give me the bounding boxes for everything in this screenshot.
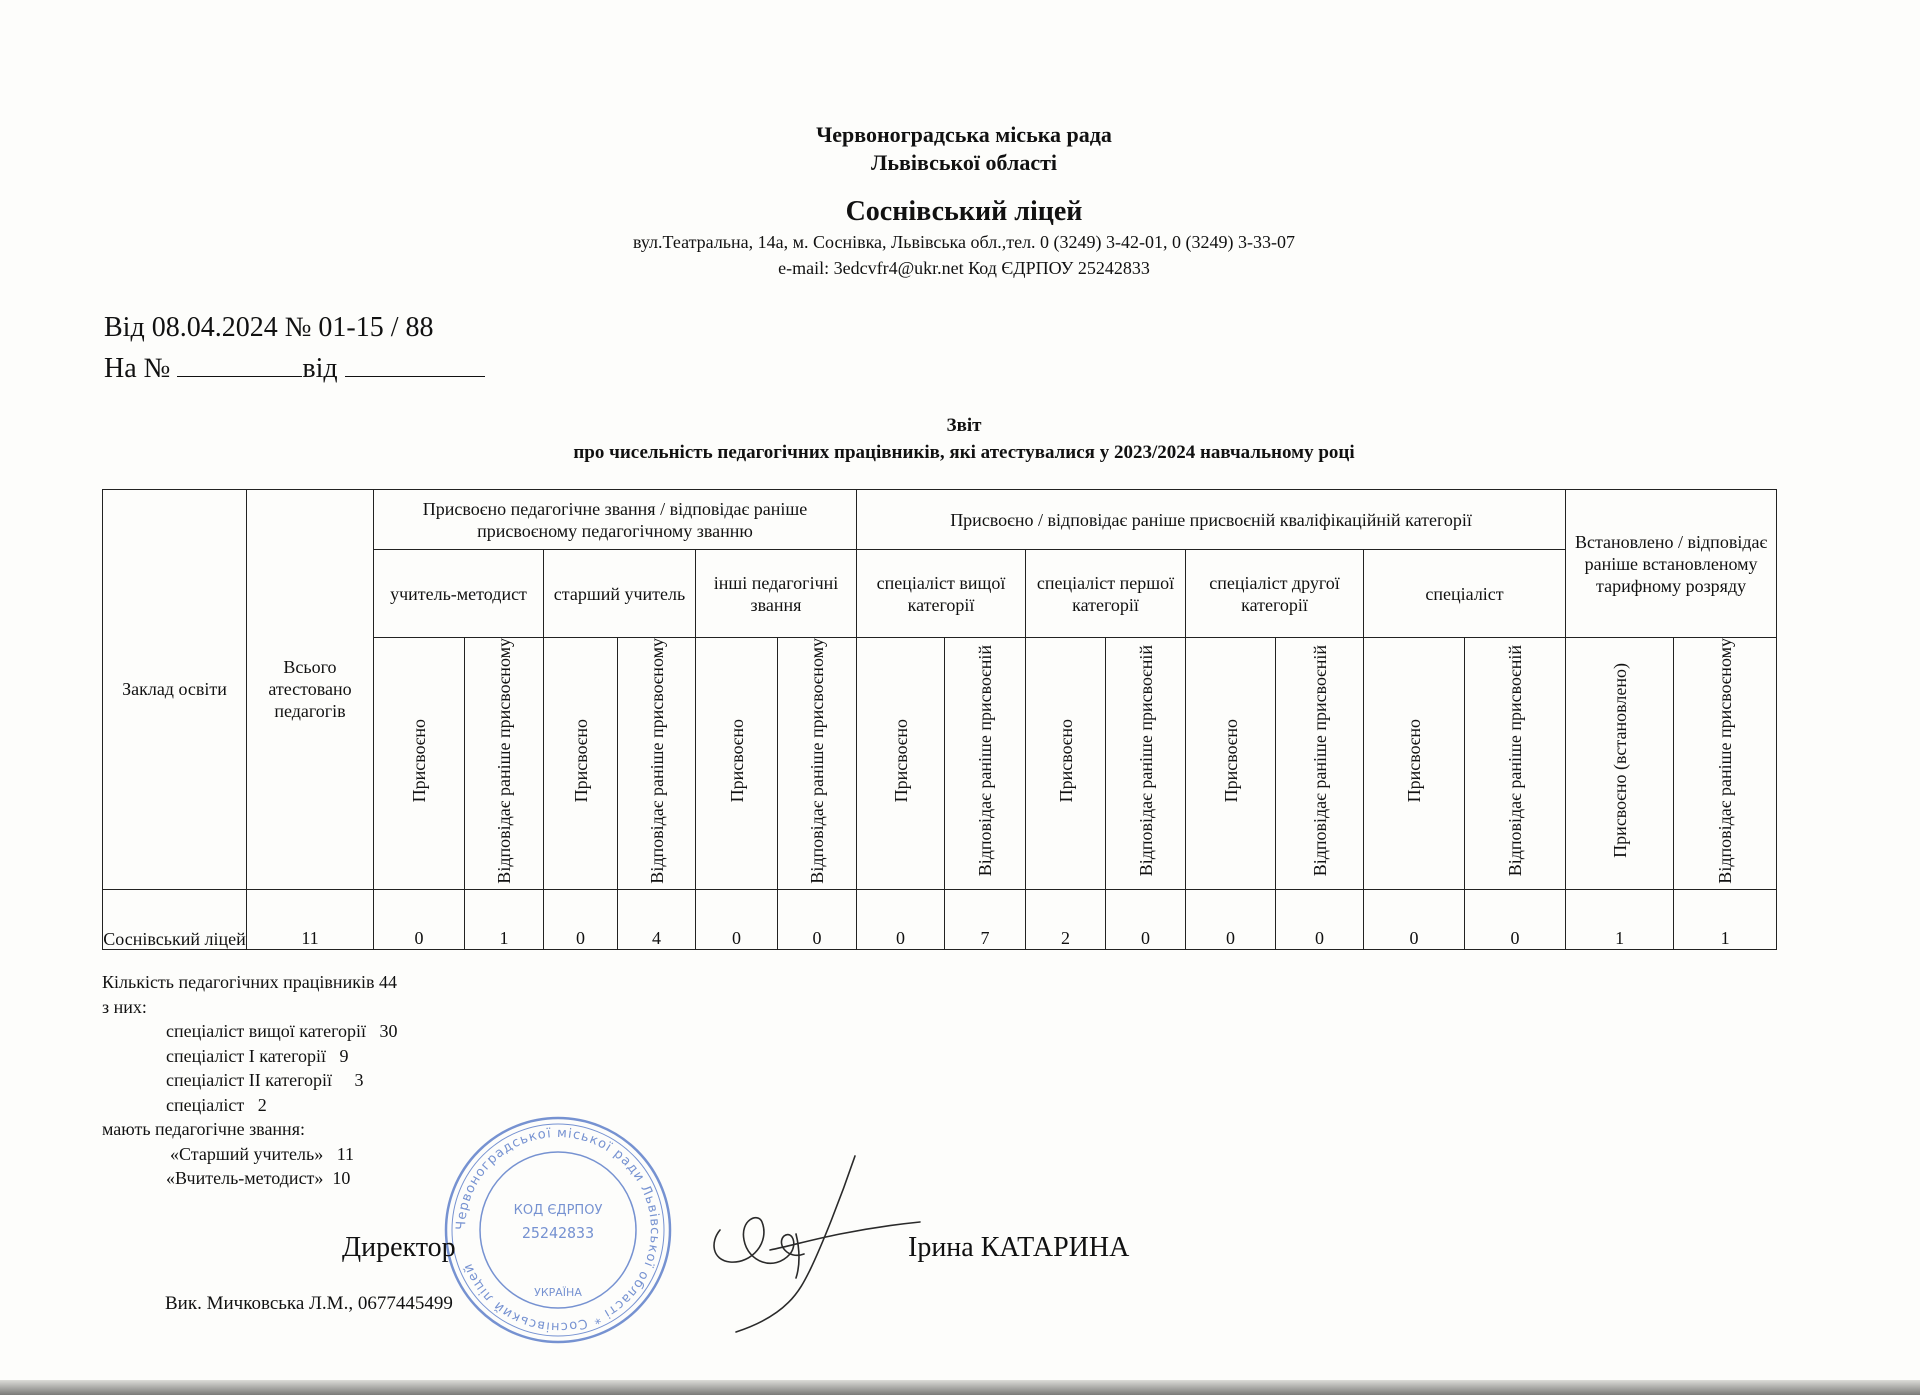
incoming-prefix: На № (104, 353, 171, 384)
h-assigned: Присвоєно (1026, 638, 1106, 890)
council-line-2: Львівської області (870, 150, 1058, 175)
school-address: вул.Театральна, 14а, м. Соснівка, Львівська обл.,тел. 0 (3249) 3-42-01, 0 (3249) 3-33-07 (632, 232, 1296, 252)
cell-value: 11 (247, 889, 374, 949)
h-assigned: Присвоєно (696, 638, 778, 890)
h-tariff-assigned: Присвоєно (встановлено) (1566, 638, 1674, 890)
stamp-ring-text: Червоноградської міської ради Львівської області * Соснівський ліцей (453, 1125, 663, 1335)
summary-methodist: «Вчитель-методист» 10 (166, 1168, 351, 1188)
cell-value: 0 (857, 889, 945, 949)
h-assigned: Присвоєно (544, 638, 618, 890)
cell-value: 1 (1674, 889, 1777, 949)
row-institution: Соснівський ліцей (103, 889, 247, 949)
h-assigned: Присвоєно (1364, 638, 1465, 890)
cell-value: 0 (1106, 889, 1186, 949)
summary-total: Кількість педагогічних працівників 44 (102, 972, 397, 992)
sub-header-senior-teacher: старший учитель (544, 550, 696, 638)
council-line-1: Червоноградська міська рада (816, 122, 1112, 147)
h-assigned: Присвоєно (374, 638, 465, 890)
cell-value: 4 (618, 889, 696, 949)
cell-value: 0 (1364, 889, 1465, 949)
summary-have-rank: мають педагогічне звання: (102, 1119, 305, 1139)
staff-summary (102, 970, 398, 1191)
cell-value: 0 (544, 889, 618, 949)
incoming-reference (104, 346, 485, 389)
official-stamp (438, 1110, 678, 1350)
director-title: Директор (342, 1232, 456, 1263)
summary-first-category: спеціаліст І категорії 9 (166, 1045, 349, 1066)
cell-value: 1 (465, 889, 544, 949)
report-title-block (0, 412, 1920, 466)
letterhead-contacts (0, 229, 1920, 281)
cell-value: 0 (1186, 889, 1276, 949)
group-rank-header: Присвоєно педагогічне звання / відповідає раніше присвоєному педагогічному званню (374, 490, 857, 550)
h-matches: Відповідає раніше присвоєній (1276, 638, 1364, 890)
col-total-header: Всього атестовано педагогів (247, 490, 374, 890)
report-subtitle: про чисельність педагогічних працівників, які атестувалися у 2023/2024 навчальному році (573, 442, 1355, 463)
cell-value: 0 (696, 889, 778, 949)
cell-value: 2 (1026, 889, 1106, 949)
h-matches: Відповідає раніше присвоєній (945, 638, 1026, 890)
incoming-date-blank (345, 346, 485, 377)
director-name: Ірина КАТАРИНА (908, 1232, 1130, 1263)
h-matches: Відповідає раніше присвоєній (1106, 638, 1186, 890)
group-tariff-header: Встановлено / відповідає раніше встановленому тарифному розряду (1566, 490, 1777, 638)
h-matches: Відповідає раніше присвоєному (465, 638, 544, 890)
sub-header-specialist: спеціаліст (1364, 550, 1566, 638)
incoming-number-blank (177, 346, 302, 377)
h-matches: Відповідає раніше присвоєному (618, 638, 696, 890)
summary-specialist: спеціаліст 2 (166, 1094, 267, 1115)
cell-value: 0 (1276, 889, 1364, 949)
sub-header-first-category: спеціаліст першої категорії (1026, 550, 1186, 638)
summary-higher-category: спеціаліст вищої категорії 30 (166, 1021, 398, 1041)
h-matches: Відповідає раніше присвоєному (1674, 638, 1777, 890)
col-institution-header: Заклад освіти (103, 490, 247, 890)
cell-value: 1 (1566, 889, 1674, 949)
school-email-code: e-mail: 3edcvfr4@ukr.net Код ЄДРПОУ 25242833 (778, 258, 1150, 278)
cell-value: 0 (374, 889, 465, 949)
sub-header-higher-category: спеціаліст вищої категорії (857, 550, 1026, 638)
report-table (102, 489, 1777, 950)
sub-header-other-ranks: інші педагогічні звання (696, 550, 857, 638)
sub-header-second-category: спеціаліст другої категорії (1186, 550, 1364, 638)
cell-value: 0 (778, 889, 857, 949)
summary-senior-teacher: «Старший учитель» 11 (170, 1143, 355, 1164)
stamp-country: УКРАЇНА (534, 1286, 582, 1299)
executor-line: Вик. Мичковська Л.М., 0677445499 (165, 1293, 453, 1314)
report-title: Звіт (946, 415, 982, 436)
h-assigned: Присвоєно (857, 638, 945, 890)
incoming-mid: від (302, 353, 338, 384)
cell-value: 7 (945, 889, 1026, 949)
h-matches: Відповідає раніше присвоєній (1465, 638, 1566, 890)
sub-header-methodist: учитель-методист (374, 550, 544, 638)
summary-second-category: спеціаліст ІІ категорії 3 (166, 1070, 364, 1090)
outgoing-reference: Від 08.04.2024 № 01-15 / 88 (104, 312, 434, 343)
h-assigned: Присвоєно (1186, 638, 1276, 890)
group-category-header: Присвоєно / відповідає раніше присвоєній кваліфікаційній категорії (857, 490, 1566, 550)
cell-value: 0 (1465, 889, 1566, 949)
school-name: Соснівський ліцей (845, 196, 1083, 227)
stamp-code-label: КОД ЄДРПОУ (513, 1203, 603, 1218)
summary-of-them: з них: (102, 996, 147, 1017)
letterhead-council (0, 121, 1920, 177)
director-signature (700, 1150, 940, 1340)
table-row (103, 889, 1777, 949)
h-matches: Відповідає раніше присвоєному (778, 638, 857, 890)
stamp-code: 25242833 (521, 1224, 595, 1242)
scan-edge (0, 1380, 1920, 1395)
